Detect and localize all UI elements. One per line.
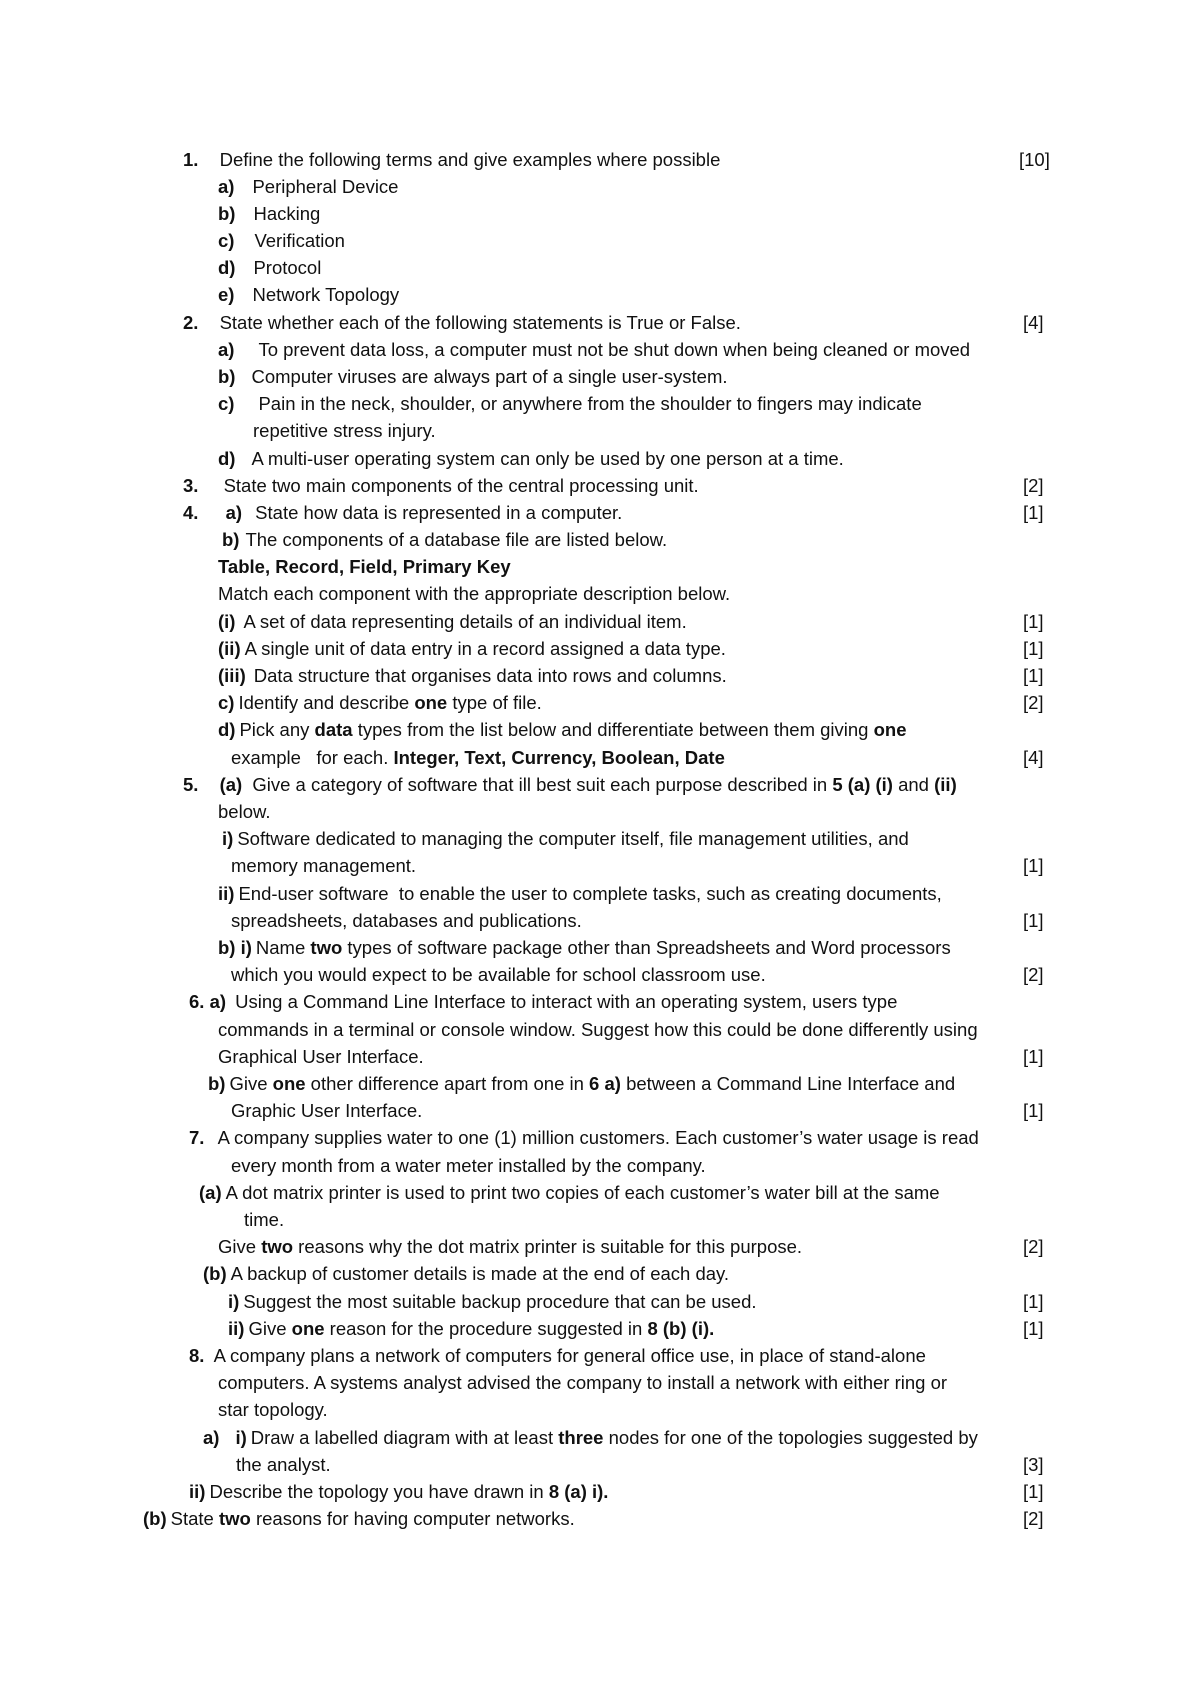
- q7-b: (b) A backup of customer details is made at the end of each day.: [203, 1263, 730, 1284]
- q8-a-ii: ii) Describe the topology you have drawn in 8 (a) i).: [189, 1481, 609, 1502]
- q7-line: 7. A company supplies water to one (1) million customers. Each customer’s water usage is read: [189, 1127, 979, 1148]
- q3-marks: [2]: [1023, 475, 1044, 496]
- q3-line: [183, 472, 699, 499]
- q6-a-marks: [1]: [1023, 1046, 1044, 1067]
- q2-line: [183, 309, 741, 336]
- q8-line: 8. A company plans a network of computers for general office use, in place of stand-alone: [189, 1345, 926, 1366]
- q2-number: 2.: [183, 312, 199, 333]
- q8-b: (b) State two reasons for having computer networks.: [143, 1508, 575, 1529]
- q7-b-i-marks: [1]: [1023, 1291, 1044, 1312]
- q4-number: 4.: [183, 502, 199, 523]
- q5-ii: ii) End-user software to enable the user to complete tasks, such as creating documents,: [218, 883, 942, 904]
- q6-b-marks: [1]: [1023, 1100, 1044, 1121]
- q7-a-cont: time.: [244, 1209, 285, 1230]
- q8-a-ii-marks: [1]: [1023, 1481, 1044, 1502]
- q4-c: c) Identify and describe one type of file.: [218, 692, 542, 713]
- q4-components: Table, Record, Field, Primary Key: [218, 556, 511, 577]
- q2-d: d) A multi-user operating system can only be used by one person at a time.: [218, 448, 844, 469]
- q6-a: 6. a) Using a Command Line Interface to interact with an operating system, users type: [189, 991, 898, 1012]
- q4-d: d) Pick any data types from the list below and differentiate between them giving one: [218, 719, 907, 740]
- q4-match: Match each component with the appropriate description below.: [218, 583, 731, 604]
- q1-a: a) Peripheral Device: [218, 176, 399, 197]
- q5-ii-cont: spreadsheets, databases and publications.: [231, 910, 582, 931]
- q7-number: 7.: [189, 1127, 205, 1148]
- q6-a-line3: Graphical User Interface.: [218, 1046, 424, 1067]
- q8-a-i: a) i) Draw a labelled diagram with at least three nodes for one of the topologies suggested by: [203, 1427, 978, 1448]
- q2-text: State whether each of the following statements is True or False.: [219, 312, 741, 333]
- q4-c-marks: [2]: [1023, 692, 1044, 713]
- q4-i-marks: [1]: [1023, 611, 1044, 632]
- q8-a-i-cont: the analyst.: [236, 1454, 331, 1475]
- q7-a-marks: [2]: [1023, 1236, 1044, 1257]
- q8-a-i-marks: [3]: [1023, 1454, 1044, 1475]
- q3-text: State two main components of the central processing unit.: [223, 475, 699, 496]
- q5-b: b) i) Name two types of software package other than Spreadsheets and Word processors: [218, 937, 951, 958]
- q5-i-marks: [1]: [1023, 855, 1044, 876]
- q4-d-cont: example for each. Integer, Text, Currency, Boolean, Date: [231, 747, 725, 768]
- q7-line2: every month from a water meter installed by the company.: [231, 1155, 706, 1176]
- q3-number: 3.: [183, 475, 199, 496]
- q7-b-ii: ii) Give one reason for the procedure suggested in 8 (b) (i).: [228, 1318, 715, 1339]
- q5-a-cont: below.: [218, 801, 271, 822]
- q7-a: (a) A dot matrix printer is used to print two copies of each customer’s water bill at the same: [199, 1182, 940, 1203]
- q4-i: (i) A set of data representing details of an individual item.: [218, 611, 687, 632]
- q8-number: 8.: [189, 1345, 205, 1366]
- q4-ii: (ii) A single unit of data entry in a record assigned a data type.: [218, 638, 726, 659]
- q5-b-marks: [2]: [1023, 964, 1044, 985]
- q5-i: i) Software dedicated to managing the computer itself, file management utilities, and: [222, 828, 909, 849]
- q4-iii-marks: [1]: [1023, 665, 1044, 686]
- q6-b: b) Give one other difference apart from one in 6 a) between a Command Line Interface and: [208, 1073, 956, 1094]
- q7-a-give: Give two reasons why the dot matrix printer is suitable for this purpose.: [218, 1236, 803, 1257]
- q2-c: c) Pain in the neck, shoulder, or anywhere from the shoulder to fingers may indicate: [218, 393, 922, 414]
- q2-a: a) To prevent data loss, a computer must not be shut down when being cleaned or moved: [218, 339, 971, 360]
- q4-d-marks: [4]: [1023, 747, 1044, 768]
- q6-a-line2: commands in a terminal or console window. Suggest how this could be done differently using: [218, 1019, 978, 1040]
- q6-b-cont: Graphic User Interface.: [231, 1100, 423, 1121]
- q5-i-cont: memory management.: [231, 855, 417, 876]
- q1-b: b) Hacking: [218, 203, 321, 224]
- q1-text: Define the following terms and give examples where possible: [219, 149, 721, 170]
- q4-ii-marks: [1]: [1023, 638, 1044, 659]
- q4-a: 4. a) State how data is represented in a computer.: [183, 502, 623, 523]
- q4-b: b) The components of a database file are listed below.: [222, 529, 668, 550]
- q2-c-cont: repetitive stress injury.: [253, 420, 436, 441]
- q5-a: 5. (a) Give a category of software that ill best suit each purpose described in 5 (a) (i) and (ii): [183, 774, 957, 795]
- q8-b-marks: [2]: [1023, 1508, 1044, 1529]
- q4-a-marks: [1]: [1023, 502, 1044, 523]
- q1-e: e) Network Topology: [218, 284, 400, 305]
- q5-number: 5.: [183, 774, 199, 795]
- q1-line: [183, 146, 720, 173]
- q5-ii-marks: [1]: [1023, 910, 1044, 931]
- q6-number: 6. a): [189, 991, 227, 1012]
- q8-line3: star topology.: [218, 1399, 328, 1420]
- q1-d: d) Protocol: [218, 257, 322, 278]
- q2-marks: [4]: [1023, 312, 1044, 333]
- q5-b-cont: which you would expect to be available for school classroom use.: [231, 964, 766, 985]
- q7-b-i: i) Suggest the most suitable backup procedure that can be used.: [228, 1291, 757, 1312]
- q1-number: 1.: [183, 149, 199, 170]
- q1-c: c) Verification: [218, 230, 345, 251]
- q8-line2: computers. A systems analyst advised the company to install a network with either ring or: [218, 1372, 948, 1393]
- q1-marks: [10]: [1019, 149, 1050, 170]
- q2-b: b) Computer viruses are always part of a single user-system.: [218, 366, 728, 387]
- q4-iii: (iii) Data structure that organises data into rows and columns.: [218, 665, 727, 686]
- q7-b-ii-marks: [1]: [1023, 1318, 1044, 1339]
